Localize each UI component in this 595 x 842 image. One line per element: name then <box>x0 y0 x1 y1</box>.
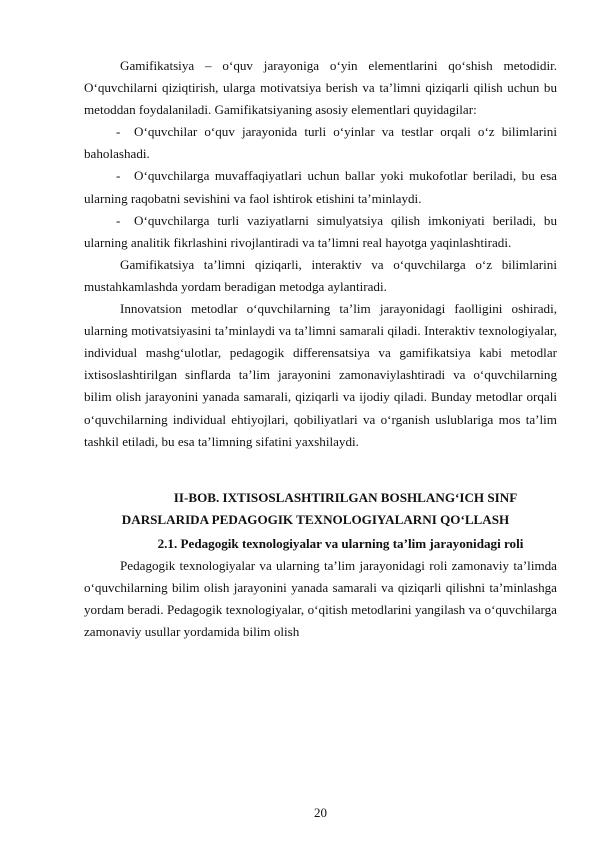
spacer <box>84 453 557 487</box>
bullet-text: O‘quvchilar o‘quv jarayonida turli o‘yinlar va testlar orqali o‘z bilimlarini baholashadi. <box>84 124 557 162</box>
paragraph-innovative-methods: Innovatsion metodlar o‘quvchilarning ta’lim jarayonidagi faolligini oshiradi, ularning motivatsiyasini ta’minlaydi va ta’limni samarali qiladi. Interaktiv texnologiyalar, individual mashg‘ulotlar, pedagogik differensatsiya va gamifikatsiya kabi metodlar ixtisoslashtirilgan sinflarda ta’lim jarayonini zamonaviylashtiradi va o‘quvchilarning bilim olish jarayonini yanada samarali, qiziqarli va ijodiy qiladi. Bunday metodlar orqali o‘quvchilarning individual ehtiyojlari, qobiliyatlari va o‘rganish uslublariga mos ta’lim tashkil etiladi, bu esa ta’limning sifatini yaxshilaydi. <box>84 301 557 449</box>
chapter-heading-line2: DARSLARIDA PEDAGOGIK TEXNOLOGIYALARNI QO‘LLASH <box>121 511 510 527</box>
bullet-item <box>84 165 557 209</box>
bullet-item <box>84 210 557 254</box>
bullet-dash: - <box>116 212 121 228</box>
paragraph-gamification-summary: Gamifikatsiya ta’limni qiziqarli, interaktiv va o‘quvchilarga o‘z bilimlarini mustahkamlashda yordam beradigan metodga aylantiradi. <box>84 256 557 294</box>
bullet-dash: - <box>116 168 121 184</box>
paragraph-gamification-intro: Gamifikatsiya – o‘quv jarayoniga o‘yin elementlarini qo‘shish metodidir. O‘quvchilarni qiziqtirish, ularga motivatsiya berish va ta’limni qiziqarli qilish uchun bu metoddan foydalaniladi. Gamifikatsiyaning asosiy elementlari quyidagilar: <box>84 58 557 118</box>
bullet-text: O‘quvchilarga turli vaziyatlarni simulyatsiya qilish imkoniyati beriladi, bu ularning analitik fikrlashini rivojlantiradi va ta’limni real hayotga yaqinlashtiradi. <box>84 212 557 250</box>
page-number: 20 <box>314 805 327 820</box>
chapter-heading-line1: II-BOB. IXTISOSLASHTIRILGAN BOSHLANG‘ICH SINF <box>173 489 518 505</box>
paragraph-pedagogical-tech: Pedagogik texnologiyalar va ularning ta’lim jarayonidagi roli zamonaviy ta’limda o‘quvchilarning bilim olish jarayonini yanada samarali va qiziqarli qilishni ta’minlashga yordam beradi. Pedagogik texnologiyalar, o‘qitish metodlarini yangilash va o‘quvchilarga zamonaviy usullar yordamida bilim olish <box>84 557 557 639</box>
section-heading: 2.1. Pedagogik texnologiyalar va ularning ta’lim jarayonidagi roli <box>157 535 524 551</box>
bullet-dash: - <box>116 124 121 140</box>
bullet-item <box>84 121 557 165</box>
bullet-text: O‘quvchilarga muvaffaqiyatlari uchun ballar yoki mukofotlar beriladi, bu esa ularning raqobatni sevishini va faol ishtirok etishini ta’minlaydi. <box>84 168 557 206</box>
chapter-heading <box>84 487 557 531</box>
